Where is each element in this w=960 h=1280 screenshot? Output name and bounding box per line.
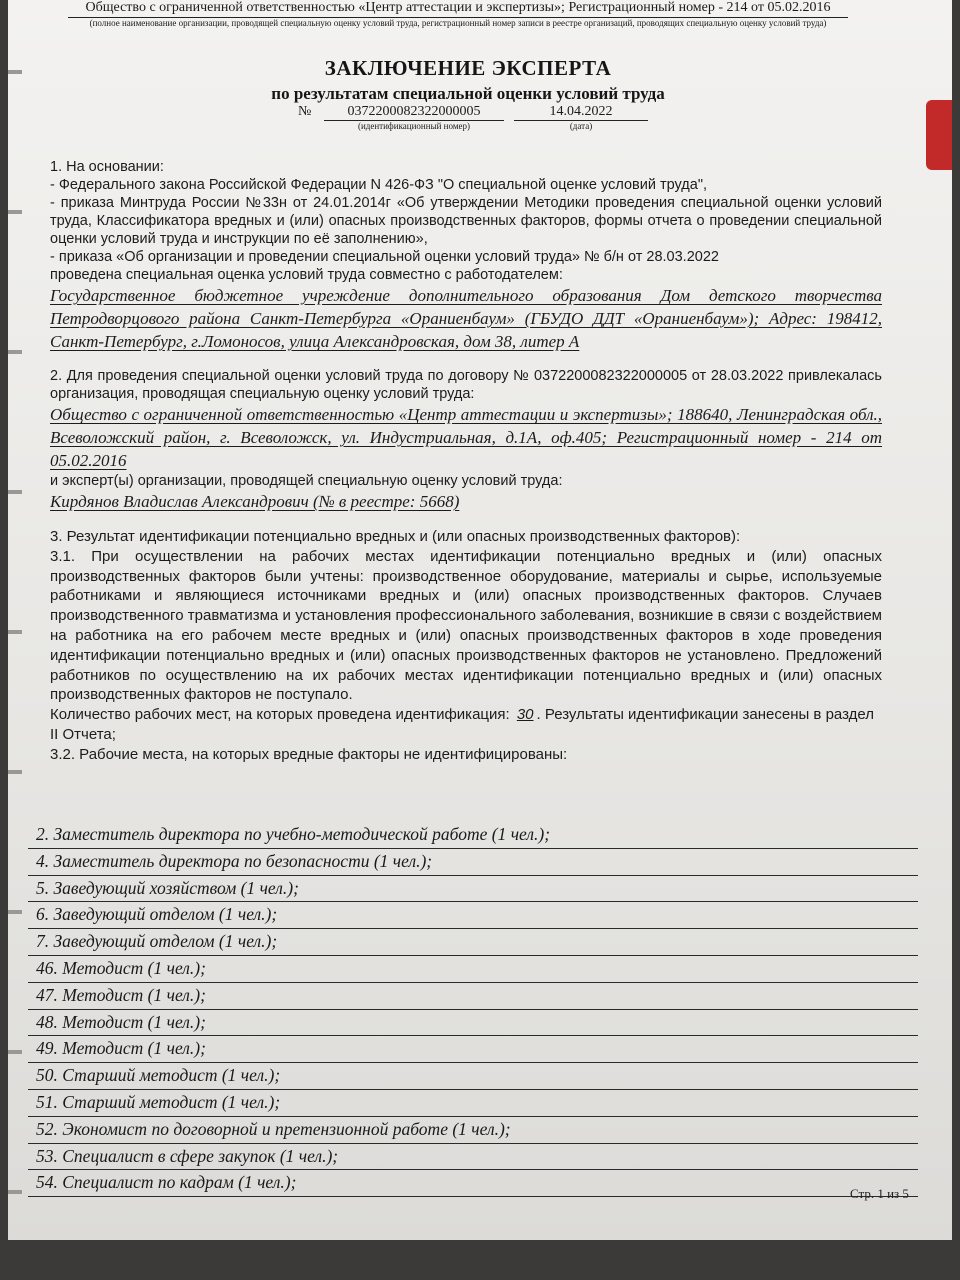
section1-order2: - приказа «Об организации и проведении специальной оценки условий труда» № б/н от 28.03.2022 (50, 249, 719, 265)
list-item: 50. Старший методист (1 чел.); (28, 1063, 918, 1090)
header (68, 0, 848, 28)
binding-holes (8, 0, 22, 1240)
identification-number: 0372200082322000005 (324, 104, 504, 121)
list-item: 7. Заведующий отделом (1 чел.); (28, 929, 918, 956)
list-item: 2. Заместитель директора по учебно-методической работе (1 чел.); (28, 822, 918, 849)
list-item: 6. Заведующий отделом (1 чел.); (28, 902, 918, 929)
section2-text: 2. Для проведения специальной оценки условий труда по договору № 0372200082322000005 от 28.03.2022 привлекалась организация, проводящая специальную оценку условий труда: (50, 368, 882, 402)
list-item: 4. Заместитель директора по безопасности (1 чел.); (28, 849, 918, 876)
list-item: 54. Специалист по кадрам (1 чел.); (28, 1170, 918, 1197)
assessment-organization: Общество с ограниченной ответственностью «Центр аттестации и экспертизы»; 188640, Ленинградская обл., Всеволожский район, г. Всеволожск, ул. Индустриальная, д.1А, оф.405; Регистрационный номер - 214 от 05.02.2016 (50, 405, 882, 470)
expert-intro: и эксперт(ы) организации, проводящей специальную оценку условий труда: (50, 473, 563, 489)
number-sign: № (298, 104, 312, 119)
header-caption: (полное наименование организации, проводящей специальную оценку условий труда, регистрационный номер записи в реестре организаций, проводящих специальную оценку условий труда) (89, 18, 827, 28)
page-number: Стр. 1 из 5 (850, 1186, 909, 1201)
document-body (50, 158, 882, 765)
section3-1: 3.1. При осуществлении на рабочих местах идентификации потенциально вредных и (или) опасных производственных факторов были учтены: производственное оборудование, материалы и сырье, используемые работниками и являющиеся источниками вредных и (или) опасных производственных факторов. Случаев производственного травматизма и установления профессионального заболевания, возникшие в связи с воздействием на работника на его рабочем месте вредных и (или) опасных производственных факторов в ходе проведения идентификации потенциально вредных и (или) опасных производственных факторов не установлено. Предложений работников по осуществлению на их рабочих местах идентификации потенциально вредных и (или) опасных производственных факторов не поступало. (50, 547, 882, 704)
document-title: ЗАКЛЮЧЕНИЕ ЭКСПЕРТА (324, 56, 612, 80)
list-item: 5. Заведующий хозяйством (1 чел.); (28, 876, 918, 903)
list-item: 46. Методист (1 чел.); (28, 956, 918, 983)
section3-2: 3.2. Рабочие места, на которых вредные факторы не идентифицированы: (50, 745, 568, 763)
list-item: 52. Экономист по договорной и претензионной работе (1 чел.); (28, 1117, 918, 1144)
red-bookmark (926, 100, 952, 170)
list-item: 49. Методист (1 чел.); (28, 1036, 918, 1063)
section1-heading: 1. На основании: (50, 159, 164, 175)
document-subtitle: по результатам специальной оценки условий труда (271, 84, 665, 103)
document-page (8, 0, 952, 1240)
document-date: 14.04.2022 (514, 104, 648, 121)
number-caption: (идентификационный номер) (357, 121, 471, 131)
count-suffix: . Результаты идентификации занесены в раздел II Отчета; (50, 706, 874, 743)
section3-heading: 3. Результат идентификации потенциально вредных и (или опасных производственных факторов): (50, 528, 741, 545)
list-item: 47. Методист (1 чел.); (28, 983, 918, 1010)
workplace-count-line (50, 705, 882, 745)
list-item: 51. Старший методист (1 чел.); (28, 1090, 918, 1117)
count-label: Количество рабочих мест, на которых проведена идентификация: (50, 706, 510, 724)
header-organization: Общество с ограниченной ответственностью «Центр аттестации и экспертизы»; Регистрационный номер - 214 от 05.02.2016 (68, 0, 848, 18)
employer-name: Государственное бюджетное учреждение дополнительного образования Дом детского творчества Петродворцового района Санкт-Петербурга «Ораниенбаум» (ГБУДО ДДТ «Ораниенбаум»); Адрес: 198412, Санкт-Петербург, г.Ломоносов, улица Александровская, дом 38, литер А (50, 286, 882, 351)
expert-name: Кирдянов Владислав Александрович (№ в реестре: 5668) (50, 492, 460, 511)
workplace-count: 30 (516, 706, 534, 724)
workplace-list (28, 822, 918, 1197)
date-caption: (дата) (569, 121, 593, 131)
section1-order1: - приказа Минтруда России №33н от 24.01.2014г «Об утверждении Методики проведения специальной оценки условий труда, Классификатора вредных и (или) опасных производственных факторов, формы отчета о проведении специальной оценки условий труда и инструкции по её заполнению», (50, 195, 882, 247)
section1-conducted: проведена специальная оценка условий труда совместно с работодателем: (50, 267, 563, 283)
section1-law: - Федерального закона Российской Федерации N 426-ФЗ "О специальной оценке условий труда", (50, 177, 707, 193)
list-item: 53. Специалист в сфере закупок (1 чел.); (28, 1144, 918, 1171)
list-item: 48. Методист (1 чел.); (28, 1010, 918, 1037)
